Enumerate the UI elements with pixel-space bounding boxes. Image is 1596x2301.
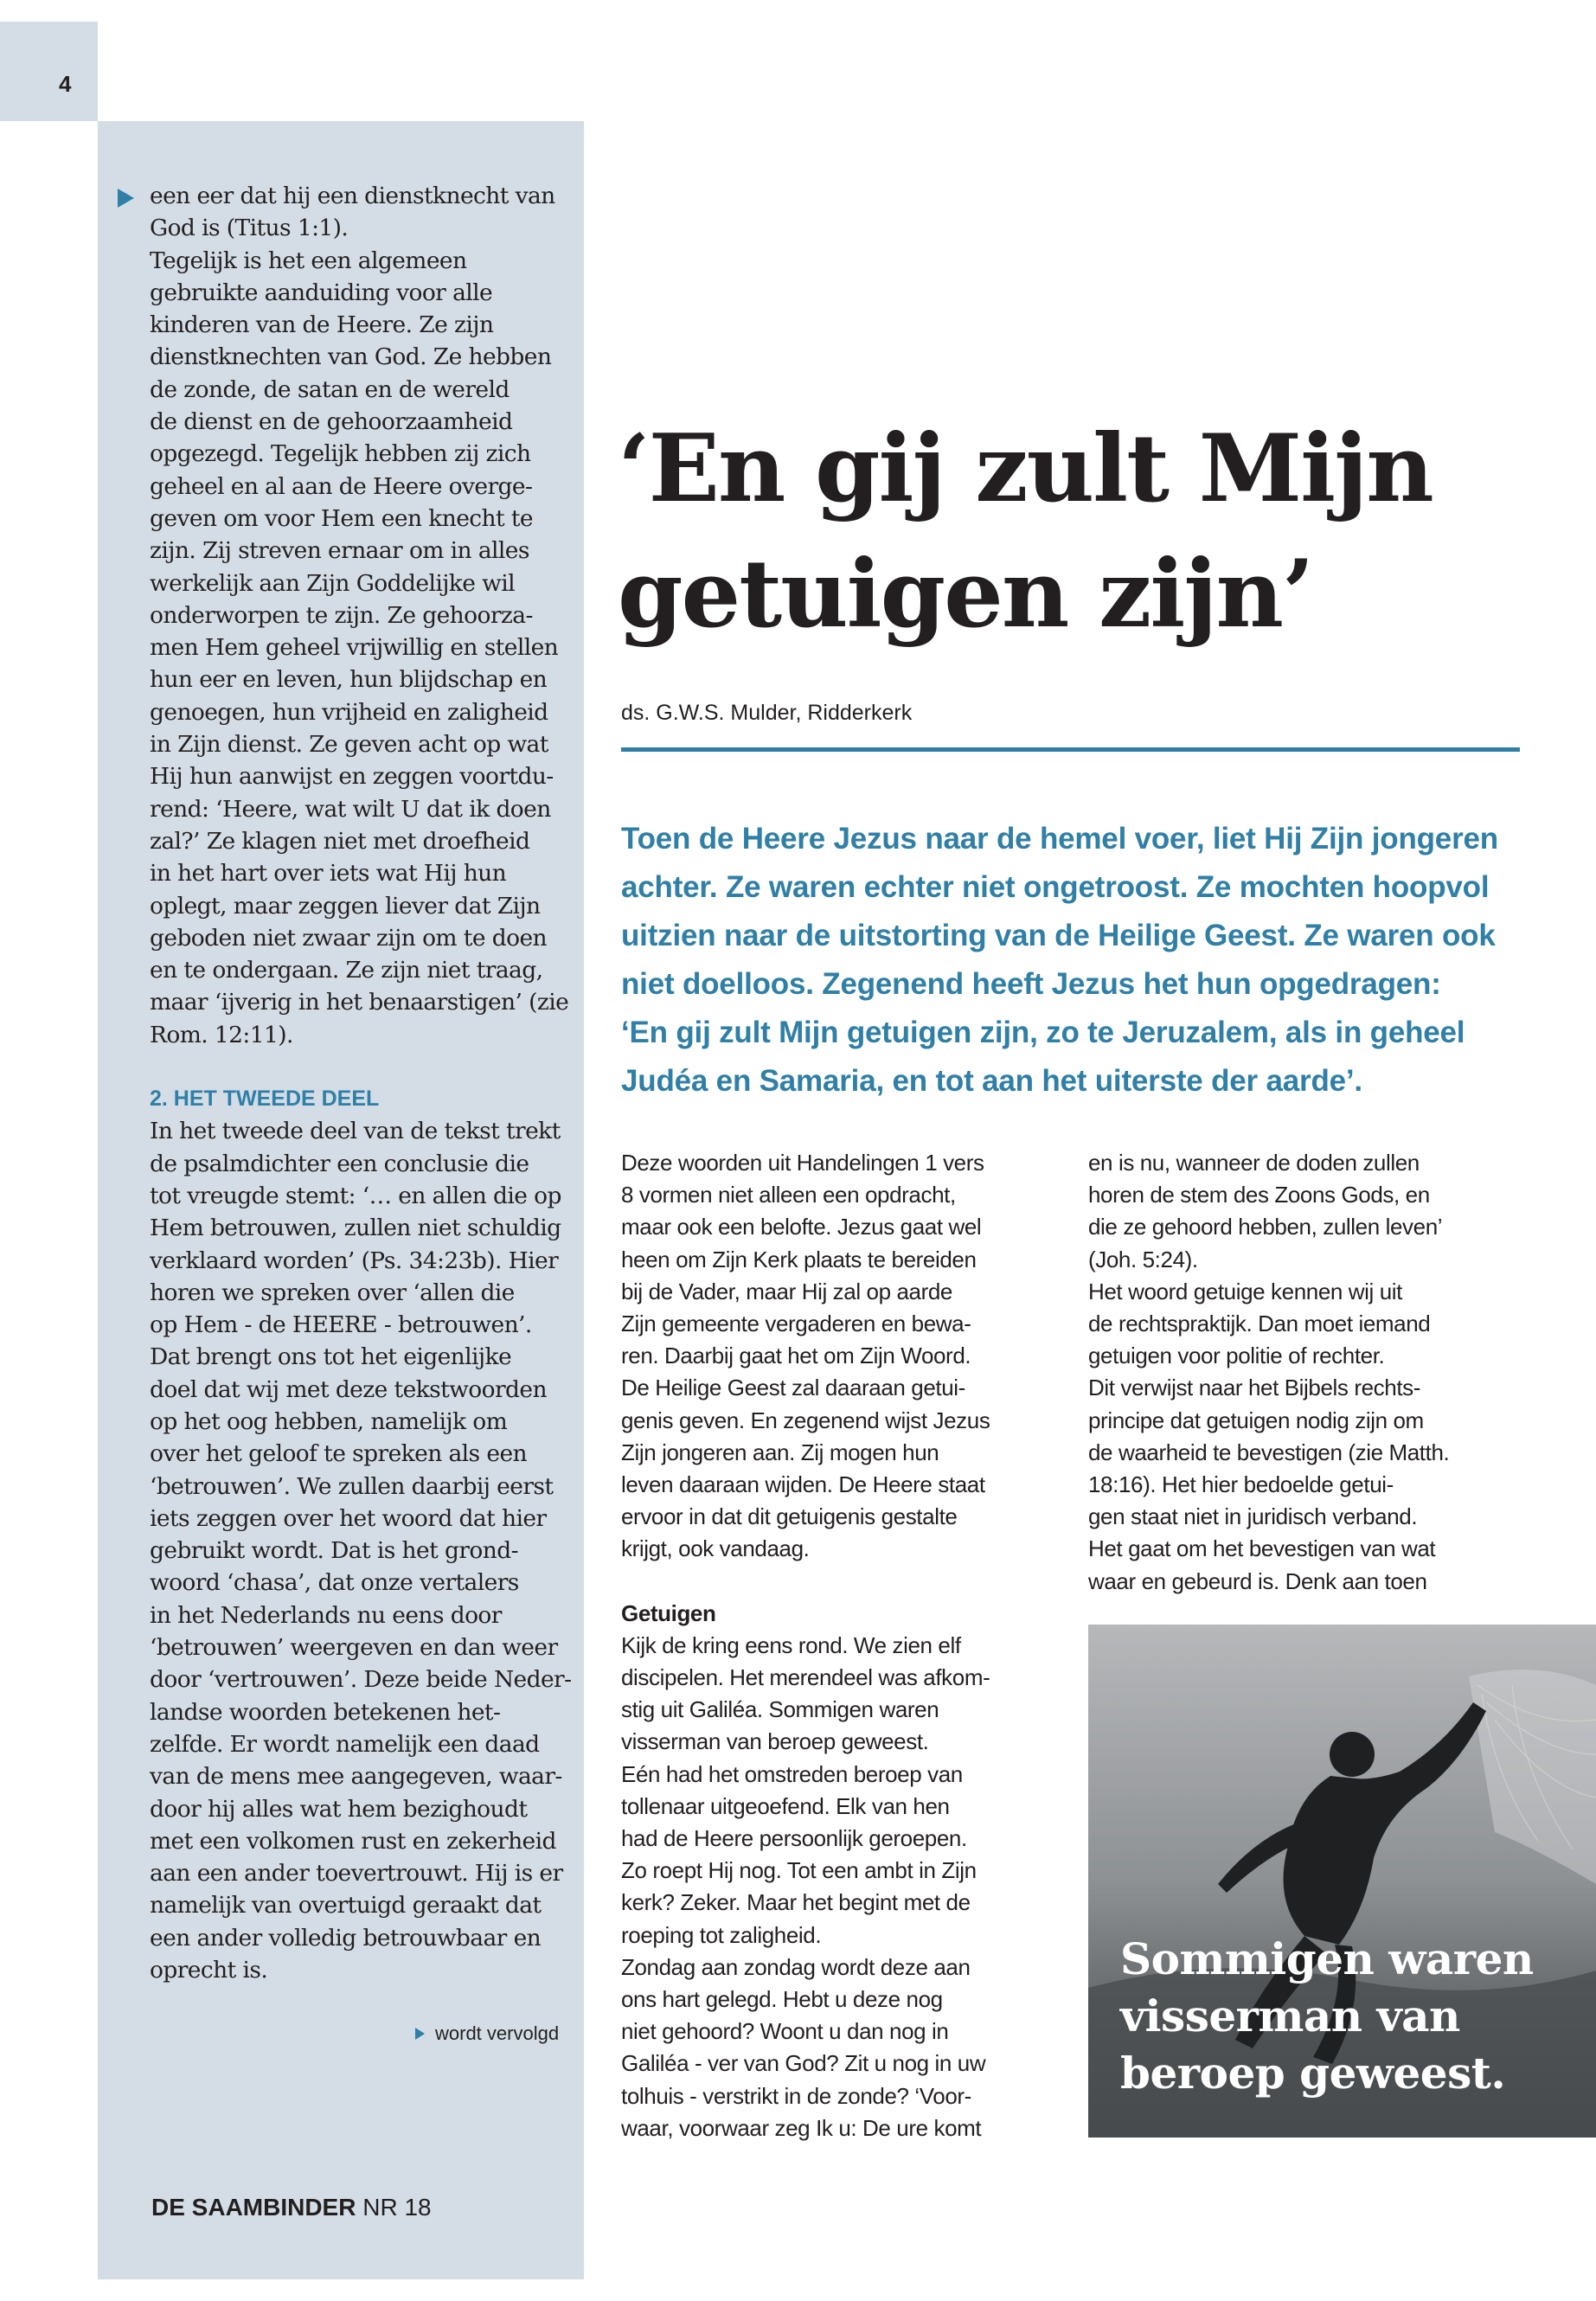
article-column-1 xyxy=(621,1147,1071,2144)
sidebar-text-line: zijn. Zij streven ernaar om in alles xyxy=(150,537,529,565)
sidebar-text-line: tot vreugde stemt: ‘… en allen die op xyxy=(150,1182,561,1209)
body-text-line: waar, voorwaar zeg Ik u: De ure komt xyxy=(621,2114,982,2141)
article-column-2 xyxy=(1088,1147,1538,1598)
author-byline: ds. G.W.S. Mulder, Ridderkerk xyxy=(621,701,913,725)
magazine-name: DE SAAMBINDER xyxy=(151,2194,356,2221)
body-text-line: genis geven. En zegenend wijst Jezus xyxy=(621,1407,990,1433)
body-text-line: ons hart gelegd. Hebt u deze nog xyxy=(621,1986,943,2013)
body-text-line: stig uit Galiléa. Sommigen waren xyxy=(621,1696,939,1723)
photo-caption xyxy=(1120,1931,1587,2102)
title-line-1: ‘En gij zult Mijn xyxy=(618,414,1433,523)
body-text-line: waar en gebeurd is. Denk aan toen xyxy=(1088,1567,1427,1594)
sidebar-text-line: zelfde. Er wordt namelijk een daad xyxy=(150,1730,540,1758)
body-text-line: Zijn gemeente vergaderen en bewa- xyxy=(621,1311,971,1337)
sidebar-text-line: oplegt, maar zeggen liever dat Zijn xyxy=(150,892,541,920)
sidebar-text-line: gebruikt wordt. Dat is het grond- xyxy=(150,1537,518,1565)
sidebar-text-line: genoegen, hun vrijheid en zaligheid xyxy=(150,698,548,726)
sidebar-text-line: oprecht is. xyxy=(150,1957,268,1984)
sidebar-text-line: maar ‘ijverig in het benaarstigen’ (zie xyxy=(150,989,569,1016)
sidebar-text-line: geboden niet zwaar zijn om te doen xyxy=(150,924,548,952)
intro-line: Judéa en Samaria, en tot aan het uiterste der aarde’. xyxy=(621,1064,1362,1098)
intro-line: niet doelloos. Zegenend heeft Jezus het hun opgedragen: xyxy=(621,967,1441,1001)
body-text-line: roeping tot zaligheid. xyxy=(621,1921,822,1948)
body-text-line: Dit verwijst naar het Bijbels rechts- xyxy=(1088,1375,1420,1401)
sidebar-text-line: onderworpen te zijn. Ze gehoorza- xyxy=(150,601,533,629)
sidebar-text-line: en te ondergaan. Ze zijn niet traag, xyxy=(150,957,543,984)
sidebar-text-line: Dat brengt ons tot het eigenlijke xyxy=(150,1343,512,1371)
article-intro xyxy=(621,815,1538,1106)
body-text-line: die ze gehoord hebben, zullen leven’ xyxy=(1088,1214,1443,1240)
sidebar-text-line: op het oog hebben, namelijk om xyxy=(150,1407,508,1435)
sidebar-text-line: op Hem - de HEERE - betrouwen’. xyxy=(150,1311,532,1339)
page-number-box xyxy=(0,22,98,121)
body-text-line: 8 vormen niet alleen een opdracht, xyxy=(621,1182,956,1208)
caption-line: visserman van xyxy=(1120,1990,1460,2041)
sidebar-text-line: geheel en al aan de Heere overge- xyxy=(150,472,533,500)
body-text-line: Zijn jongeren aan. Zij mogen hun xyxy=(621,1439,939,1465)
sidebar-text-line: een ander volledig betrouwbaar en xyxy=(150,1924,542,1952)
sidebar-text-line: over het geloof te spreken als een xyxy=(150,1440,528,1468)
continued-label: wordt vervolgd xyxy=(435,2022,560,2044)
sidebar-text-line: in het Nederlands nu eens door xyxy=(150,1601,502,1629)
sidebar-text-line: van de mens mee aangegeven, waar- xyxy=(150,1763,562,1791)
sidebar-text-line: in Zijn dienst. Ze geven acht op wat xyxy=(150,731,548,759)
sidebar-text-line: de psalmdichter een conclusie die xyxy=(150,1150,529,1177)
column-1-paragraph-a xyxy=(621,1147,1071,1566)
sidebar-text-line: Tegelijk is het een algemeen xyxy=(150,247,467,274)
sidebar-text-line: dienstknechten van God. Ze hebben xyxy=(150,343,552,371)
body-text-line: de waarheid te bevestigen (zie Matth. xyxy=(1088,1439,1450,1465)
intro-line: Toen de Heere Jezus naar de hemel voer, liet Hij Zijn jongeren xyxy=(621,822,1498,856)
sidebar-text-line: door hij alles wat hem bezighoudt xyxy=(150,1795,528,1823)
body-text-line: Kijk de kring eens rond. We zien elf xyxy=(621,1631,961,1658)
sidebar-text-line: in het hart over iets wat Hij hun xyxy=(150,860,507,888)
sidebar-text-line: geven om voor Hem een knecht te xyxy=(150,504,533,532)
body-text-line: Deze woorden uit Handelingen 1 vers xyxy=(621,1150,984,1176)
sidebar-text-line: rend: ‘Heere, wat wilt U dat ik doen xyxy=(150,795,551,823)
sidebar-text-line: landse woorden betekenen het- xyxy=(150,1698,501,1726)
sidebar-text-line: Hij hun aanwijst en zeggen voortdu- xyxy=(150,763,554,791)
sidebar-text-line: woord ‘chasa’, dat onze vertalers xyxy=(150,1569,519,1597)
sidebar-text-line: verklaard worden’ (Ps. 34:23b). Hier xyxy=(150,1247,559,1274)
issue-number: NR 18 xyxy=(362,2194,432,2221)
body-text-line: de rechtspraktijk. Dan moet iemand xyxy=(1088,1311,1431,1337)
title-divider xyxy=(621,747,1520,752)
body-text-line: De Heilige Geest zal daaraan getui- xyxy=(621,1375,965,1401)
body-text-line: bij de Vader, maar Hij zal op aarde xyxy=(621,1278,952,1304)
body-text-line: tollenaar uitgeoefend. Elk van hen xyxy=(621,1792,950,1819)
body-text-line: gen staat niet in juridisch verband. xyxy=(1088,1503,1418,1530)
body-text-line: principe dat getuigen nodig zijn om xyxy=(1088,1407,1424,1433)
sidebar-text-line: zal?’ Ze klagen niet met droefheid xyxy=(150,827,530,855)
body-text-line: Zondag aan zondag wordt deze aan xyxy=(621,1953,971,1980)
body-text-line: kerk? Zeker. Maar het begint met de xyxy=(621,1889,971,1916)
body-text-line: leven daaraan wijden. De Heere staat xyxy=(621,1471,985,1498)
body-text-line: krijgt, ook vandaag. xyxy=(621,1535,810,1562)
sidebar-text-line: Hem betrouwen, zullen niet schuldig xyxy=(150,1215,561,1242)
intro-line: ‘En gij zult Mijn getuigen zijn, zo te Jeruzalem, als in geheel xyxy=(621,1016,1465,1049)
subheading-getuigen: Getuigen xyxy=(621,1599,716,1626)
sidebar-text-line: kinderen van de Heere. Ze zijn xyxy=(150,311,494,339)
intro-line: uitzien naar de uitstorting van de Heilige Geest. Ze waren ook xyxy=(621,919,1496,952)
intro-line: achter. Ze waren echter niet ongetroost. Ze mochten hoopvol xyxy=(621,870,1490,904)
sidebar-text-line: met een volkomen rust en zekerheid xyxy=(150,1827,556,1855)
sidebar-text-line: de dienst en de gehoorzaamheid xyxy=(150,408,513,436)
sidebar-text-line: opgezegd. Tegelijk hebben zij zich xyxy=(150,440,531,468)
body-text-line: tolhuis - verstrikt in de zonde? ‘Voor- xyxy=(621,2082,971,2109)
sidebar-text-line: God is (Titus 1:1). xyxy=(150,215,349,242)
body-text-line: ren. Daarbij gaat het om Zijn Woord. xyxy=(621,1343,971,1369)
body-text-line: heen om Zijn Kerk plaats te bereiden xyxy=(621,1246,977,1272)
sidebar-text-line: men Hem geheel vrijwillig en stellen xyxy=(150,634,559,662)
small-arrow-icon xyxy=(415,2028,425,2040)
sidebar-text-line: Rom. 12:11). xyxy=(150,1021,293,1048)
body-text-line: maar ook een belofte. Jezus gaat wel xyxy=(621,1214,982,1240)
page-number: 4 xyxy=(59,71,72,97)
sidebar-text-line: ‘betrouwen’. We zullen daarbij eerst xyxy=(150,1472,554,1500)
sidebar-heading: 2. HET TWEEDE DEEL xyxy=(150,1086,380,1112)
body-text-line: Galiléa - ver van God? Zit u nog in uw xyxy=(621,2050,986,2077)
column-1-paragraph-b xyxy=(621,1630,1071,2144)
body-text-line: Het woord getuige kennen wij uit xyxy=(1088,1278,1402,1304)
sidebar-text-line: een eer dat hij een dienstknecht van xyxy=(150,183,555,209)
body-text-line: getuigen voor politie of rechter. xyxy=(1088,1343,1385,1369)
sidebar-text-line: horen we spreken over ‘allen die xyxy=(150,1279,515,1306)
continued-note xyxy=(415,2022,559,2045)
sidebar-paragraph-1 xyxy=(150,180,574,1051)
body-text-line: ervoor in dat dit getuigenis gestalte xyxy=(621,1503,958,1530)
sidebar-text-line: de zonde, de satan en de wereld xyxy=(150,375,510,403)
continuation-arrow-icon xyxy=(118,189,134,208)
sidebar-text-line: door ‘vertrouwen’. Deze beide Neder- xyxy=(150,1666,572,1694)
sidebar-text xyxy=(150,180,574,1986)
sidebar-text-line: aan een ander toevertrouwt. Hij is er xyxy=(150,1860,563,1888)
body-text-line: en is nu, wanneer de doden zullen xyxy=(1088,1150,1420,1176)
sidebar-paragraph-2 xyxy=(150,1115,574,1986)
body-text-line: had de Heere persoonlijk geroepen. xyxy=(621,1825,967,1852)
body-text-line: 18:16). Het hier bedoelde getui- xyxy=(1088,1471,1394,1498)
body-text-line: discipelen. Het merendeel was afkom- xyxy=(621,1664,990,1691)
title-line-2: getuigen zijn’ xyxy=(618,540,1313,649)
body-text-line: (Joh. 5:24). xyxy=(1088,1246,1198,1272)
sidebar-text-line: namelijk van overtuigd geraakt dat xyxy=(150,1892,542,1920)
sidebar-text-line: doel dat wij met deze tekstwoorden xyxy=(150,1375,547,1403)
sidebar-text-line: gebruikte aanduiding voor alle xyxy=(150,279,493,306)
caption-line: beroep geweest. xyxy=(1120,2048,1506,2099)
sidebar-text-line: iets zeggen over het woord dat hier xyxy=(150,1504,547,1532)
sidebar-text-line: hun eer en leven, hun blijdschap en xyxy=(150,666,548,694)
body-text-line: Eén had het omstreden beroep van xyxy=(621,1760,963,1787)
body-text-line: horen de stem des Zoons Gods, en xyxy=(1088,1182,1430,1208)
body-text-line: niet gehoord? Woont u dan nog in xyxy=(621,2018,949,2045)
sidebar-text-line: werkelijk aan Zijn Goddelijke wil xyxy=(150,569,516,597)
body-text-line: visserman van beroep geweest. xyxy=(621,1728,929,1755)
caption-line: Sommigen waren xyxy=(1120,1933,1534,1984)
sidebar-text-line: In het tweede deel van de tekst trekt xyxy=(150,1118,561,1145)
sidebar-text-line: ‘betrouwen’ weergeven en dan weer xyxy=(150,1634,558,1662)
body-text-line: Het gaat om het bevestigen van wat xyxy=(1088,1535,1436,1562)
article-title xyxy=(618,407,1586,657)
body-text-line: Zo roept Hij nog. Tot een ambt in Zijn xyxy=(621,1857,977,1884)
footer xyxy=(151,2194,432,2221)
